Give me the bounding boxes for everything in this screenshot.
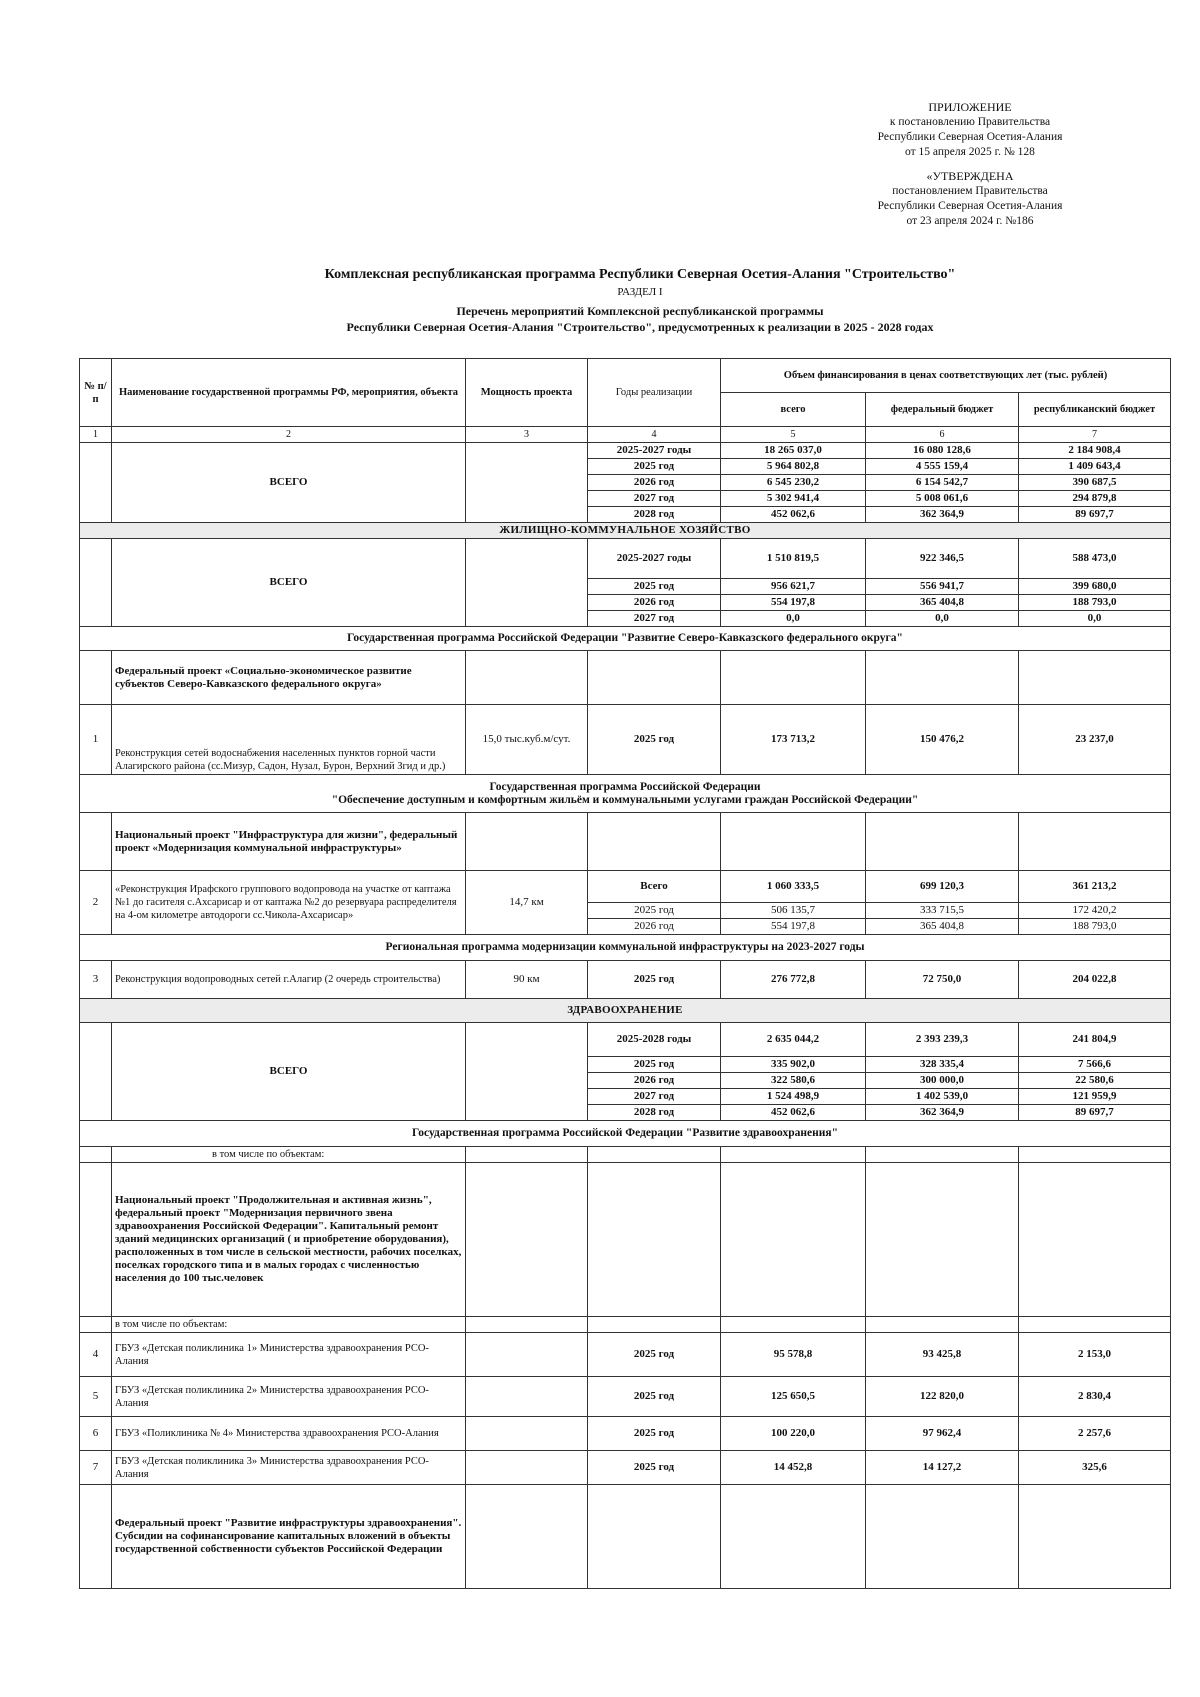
- republic-cell: 172 420,2: [1019, 903, 1171, 919]
- year-cell: 2025 год: [588, 579, 721, 595]
- year-cell: 2025 год: [588, 705, 721, 775]
- total-cell: 6 545 230,2: [721, 475, 866, 491]
- col-number: 5: [721, 427, 866, 443]
- year-cell: 2025 год: [588, 1333, 721, 1377]
- header-name: Наименование государственной программы РФ, мероприятия, объекта: [112, 359, 466, 427]
- col-number: 4: [588, 427, 721, 443]
- republic-cell: 23 237,0: [1019, 705, 1171, 775]
- list-title-line2: Республики Северная Осетия-Алания "Строительство", предусмотренных к реализации в 2025 - 2028 годах: [346, 320, 934, 334]
- federal-cell: 365 404,8: [866, 595, 1019, 611]
- federal-cell: 362 364,9: [866, 1105, 1019, 1121]
- republic-cell: 22 580,6: [1019, 1073, 1171, 1089]
- header-republic: республиканский бюджет: [1019, 393, 1171, 427]
- total-cell: 173 713,2: [721, 705, 866, 775]
- total-cell: 5 302 941,4: [721, 491, 866, 507]
- federal-cell: 93 425,8: [866, 1333, 1019, 1377]
- year-cell: 2025 год: [588, 961, 721, 999]
- row-number: 6: [80, 1417, 112, 1451]
- federal-cell: 365 404,8: [866, 919, 1019, 935]
- year-cell: 2027 год: [588, 611, 721, 627]
- total-cell: 956 621,7: [721, 579, 866, 595]
- republic-cell: 2 153,0: [1019, 1333, 1171, 1377]
- total-cell: 1 060 333,5: [721, 871, 866, 903]
- program-table: [79, 358, 1171, 1589]
- header-total: всего: [721, 393, 866, 427]
- capacity-cell: 14,7 км: [466, 871, 588, 935]
- total-cell: 1 510 819,5: [721, 539, 866, 579]
- document-titles: [120, 266, 1160, 335]
- grand-total-label: ВСЕГО: [112, 443, 466, 523]
- federal-cell: 333 715,5: [866, 903, 1019, 919]
- approved-line: постановлением Правительства: [892, 185, 1048, 197]
- table-row: [80, 705, 1171, 775]
- col-number: 6: [866, 427, 1019, 443]
- health-total-row: [80, 1023, 1171, 1057]
- total-cell: 95 578,8: [721, 1333, 866, 1377]
- total-cell: 0,0: [721, 611, 866, 627]
- year-cell: 2028 год: [588, 507, 721, 523]
- total-cell: 1 524 498,9: [721, 1089, 866, 1105]
- section-health-title: ЗДРАВООХРАНЕНИЕ: [80, 999, 1171, 1023]
- year-cell: 2025 год: [588, 903, 721, 919]
- health-total-label: ВСЕГО: [112, 1023, 466, 1121]
- list-title-line1: Перечень мероприятий Комплексной республиканской программы: [456, 304, 824, 318]
- table-row: [80, 1333, 1171, 1377]
- total-cell: 14 452,8: [721, 1451, 866, 1485]
- federal-cell: 5 008 061,6: [866, 491, 1019, 507]
- header-funding: Объем финансирования в ценах соответствующих лет (тыс. рублей): [721, 359, 1171, 393]
- year-cell: 2025-2027 годы: [588, 443, 721, 459]
- row-number: 2: [80, 871, 112, 935]
- year-cell: 2027 год: [588, 1089, 721, 1105]
- col-number: 2: [112, 427, 466, 443]
- year-cell: 2026 год: [588, 475, 721, 491]
- table-row: [80, 871, 1171, 903]
- federal-cell: 922 346,5: [866, 539, 1019, 579]
- republic-cell: 89 697,7: [1019, 507, 1171, 523]
- national-project-name: Национальный проект "Инфраструктура для жизни", федеральный проект «Модернизация коммунальной инфраструктуры»: [112, 813, 466, 871]
- annex-line: Республики Северная Осетия-Алания: [877, 131, 1063, 143]
- program-heading: Государственная программа Российской Федерации "Развитие здравоохранения": [80, 1121, 1171, 1147]
- republic-cell: 7 566,6: [1019, 1057, 1171, 1073]
- republic-cell: 361 213,2: [1019, 871, 1171, 903]
- year-cell: 2026 год: [588, 1073, 721, 1089]
- object-name: ГБУЗ «Детская поликлиника 3» Министерства здравоохранения РСО-Алания: [112, 1451, 466, 1485]
- republic-cell: 89 697,7: [1019, 1105, 1171, 1121]
- federal-cell: 97 962,4: [866, 1417, 1019, 1451]
- row-number: 3: [80, 961, 112, 999]
- approved-line: от 23 апреля 2024 г. №186: [906, 215, 1034, 227]
- year-cell: 2025 год: [588, 1417, 721, 1451]
- table-row: [80, 1417, 1171, 1451]
- row-number: 4: [80, 1333, 112, 1377]
- total-cell: 5 964 802,8: [721, 459, 866, 475]
- federal-project-name: Федеральный проект "Развитие инфраструктуры здравоохранения". Субсидии на софинансирование капитальных вложений в объекты государственной собственности субъектов Российской Федерации: [112, 1485, 466, 1589]
- year-cell: 2026 год: [588, 919, 721, 935]
- federal-cell: 2 393 239,3: [866, 1023, 1019, 1057]
- object-name: ГБУЗ «Детская поликлиника 1» Министерства здравоохранения РСО-Алания: [112, 1333, 466, 1377]
- republic-cell: 188 793,0: [1019, 919, 1171, 935]
- republic-cell: 294 879,8: [1019, 491, 1171, 507]
- annex-title: ПРИЛОЖЕНИЕ: [928, 100, 1012, 114]
- republic-cell: 325,6: [1019, 1451, 1171, 1485]
- federal-cell: 16 080 128,6: [866, 443, 1019, 459]
- year-cell: 2025 год: [588, 1057, 721, 1073]
- federal-cell: 6 154 542,7: [866, 475, 1019, 491]
- federal-cell: 362 364,9: [866, 507, 1019, 523]
- including-objects-label: в том числе по объектам:: [112, 1317, 466, 1333]
- object-name: ГБУЗ «Поликлиника № 4» Министерства здравоохранения РСО-Алания: [112, 1417, 466, 1451]
- total-cell: 276 772,8: [721, 961, 866, 999]
- total-cell: 18 265 037,0: [721, 443, 866, 459]
- table-row: [80, 1451, 1171, 1485]
- header-years: Годы реализации: [588, 359, 721, 427]
- total-cell: 554 197,8: [721, 595, 866, 611]
- program-heading: [80, 775, 1171, 813]
- republic-cell: 588 473,0: [1019, 539, 1171, 579]
- object-name: Реконструкция сетей водоснабжения населенных пунктов горной части Алагирского района (сс.Мизур, Садон, Нузал, Бурон, Верхний Згид и др.): [112, 705, 466, 775]
- federal-cell: 14 127,2: [866, 1451, 1019, 1485]
- object-name: «Реконструкция Ирафского группового водопровода на участке от каптажа №1 до гасителя с.Ахсарисар и от каптажа №2 до резервуара распределителя на 4-ом километре автодороги сс.Чикола-Ахсарисар»: [112, 871, 466, 935]
- annex-line: от 15 апреля 2025 г. № 128: [905, 146, 1035, 158]
- housing-total-row: [80, 539, 1171, 579]
- grand-total-row: [80, 443, 1171, 459]
- total-cell: 322 580,6: [721, 1073, 866, 1089]
- section-housing-title: ЖИЛИЩНО-КОММУНАЛЬНОЕ ХОЗЯЙСТВО: [80, 523, 1171, 539]
- total-cell: 452 062,6: [721, 1105, 866, 1121]
- year-cell: 2026 год: [588, 595, 721, 611]
- approved-line: Республики Северная Осетия-Алания: [877, 200, 1063, 212]
- row-number: 7: [80, 1451, 112, 1485]
- col-number: 1: [80, 427, 112, 443]
- program-heading-line2: "Обеспечение доступным и комфортным жильём и коммунальными услугами граждан Российской Федерации": [331, 793, 919, 806]
- total-cell: 125 650,5: [721, 1377, 866, 1417]
- republic-cell: 241 804,9: [1019, 1023, 1171, 1057]
- table-row: [80, 961, 1171, 999]
- col-number: 7: [1019, 427, 1171, 443]
- federal-cell: 122 820,0: [866, 1377, 1019, 1417]
- year-cell: 2028 год: [588, 1105, 721, 1121]
- republic-cell: 2 184 908,4: [1019, 443, 1171, 459]
- approved-title: «УТВЕРЖДЕНА: [926, 169, 1014, 183]
- federal-cell: 4 555 159,4: [866, 459, 1019, 475]
- republic-cell: 2 830,4: [1019, 1377, 1171, 1417]
- republic-cell: 188 793,0: [1019, 595, 1171, 611]
- republic-cell: 399 680,0: [1019, 579, 1171, 595]
- total-cell: 452 062,6: [721, 507, 866, 523]
- program-title: Комплексная республиканская программа Республики Северная Осетия-Алания "Строительство": [324, 267, 956, 282]
- federal-cell: 1 402 539,0: [866, 1089, 1019, 1105]
- total-cell: 100 220,0: [721, 1417, 866, 1451]
- header-capacity: Мощность проекта: [466, 359, 588, 427]
- program-heading: Региональная программа модернизации коммунальной инфраструктуры на 2023-2027 годы: [80, 935, 1171, 961]
- year-cell: 2025 год: [588, 459, 721, 475]
- year-cell: 2025 год: [588, 1377, 721, 1417]
- republic-cell: 121 959,9: [1019, 1089, 1171, 1105]
- program-heading-line1: Государственная программа Российской Федерации: [489, 780, 761, 793]
- republic-cell: 204 022,8: [1019, 961, 1171, 999]
- federal-cell: 150 476,2: [866, 705, 1019, 775]
- federal-cell: 556 941,7: [866, 579, 1019, 595]
- total-cell: 554 197,8: [721, 919, 866, 935]
- republic-cell: 1 409 643,4: [1019, 459, 1171, 475]
- object-name: Реконструкция водопроводных сетей г.Алагир (2 очередь строительства): [112, 961, 466, 999]
- housing-total-label: ВСЕГО: [112, 539, 466, 627]
- section-title: РАЗДЕЛ I: [617, 286, 663, 298]
- year-cell: 2025-2028 годы: [588, 1023, 721, 1057]
- object-name: ГБУЗ «Детская поликлиника 2» Министерства здравоохранения РСО-Алания: [112, 1377, 466, 1417]
- capacity-cell: 90 км: [466, 961, 588, 999]
- header-num: № п/п: [80, 359, 112, 427]
- republic-cell: 2 257,6: [1019, 1417, 1171, 1451]
- year-cell: 2025-2027 годы: [588, 539, 721, 579]
- annex-line: к постановлению Правительства: [889, 116, 1051, 128]
- program-heading: Государственная программа Российской Федерации "Развитие Северо-Кавказского федерального округа": [80, 627, 1171, 651]
- including-objects-label: в том числе по объектам:: [112, 1147, 466, 1163]
- total-cell: 2 635 044,2: [721, 1023, 866, 1057]
- federal-cell: 72 750,0: [866, 961, 1019, 999]
- republic-cell: 390 687,5: [1019, 475, 1171, 491]
- federal-cell: 328 335,4: [866, 1057, 1019, 1073]
- col-number: 3: [466, 427, 588, 443]
- year-cell: Всего: [588, 871, 721, 903]
- table-row: [80, 1377, 1171, 1417]
- federal-project-name: Федеральный проект «Социально-экономическое развитие субъектов Северо-Кавказского федерального округа»: [112, 651, 466, 705]
- header-federal: федеральный бюджет: [866, 393, 1019, 427]
- row-number: 1: [80, 705, 112, 775]
- national-project-name: Национальный проект "Продолжительная и активная жизнь", федеральный проект "Модернизация первичного звена здравоохранения Российской Федерации". Капитальный ремонт зданий медицинских организаций ( и приобретение оборудования), расположенных в том числе в сельской местности, рабочих поселках, поселках городского типа и в малых городах с численностью населения до 100 тыс.человек: [112, 1163, 466, 1317]
- annex-block: [760, 100, 1180, 229]
- federal-cell: 0,0: [866, 611, 1019, 627]
- capacity-cell: 15,0 тыс.куб.м/сут.: [466, 705, 588, 775]
- republic-cell: 0,0: [1019, 611, 1171, 627]
- federal-cell: 300 000,0: [866, 1073, 1019, 1089]
- row-number: 5: [80, 1377, 112, 1417]
- total-cell: 506 135,7: [721, 903, 866, 919]
- year-cell: 2027 год: [588, 491, 721, 507]
- year-cell: 2025 год: [588, 1451, 721, 1485]
- federal-cell: 699 120,3: [866, 871, 1019, 903]
- total-cell: 335 902,0: [721, 1057, 866, 1073]
